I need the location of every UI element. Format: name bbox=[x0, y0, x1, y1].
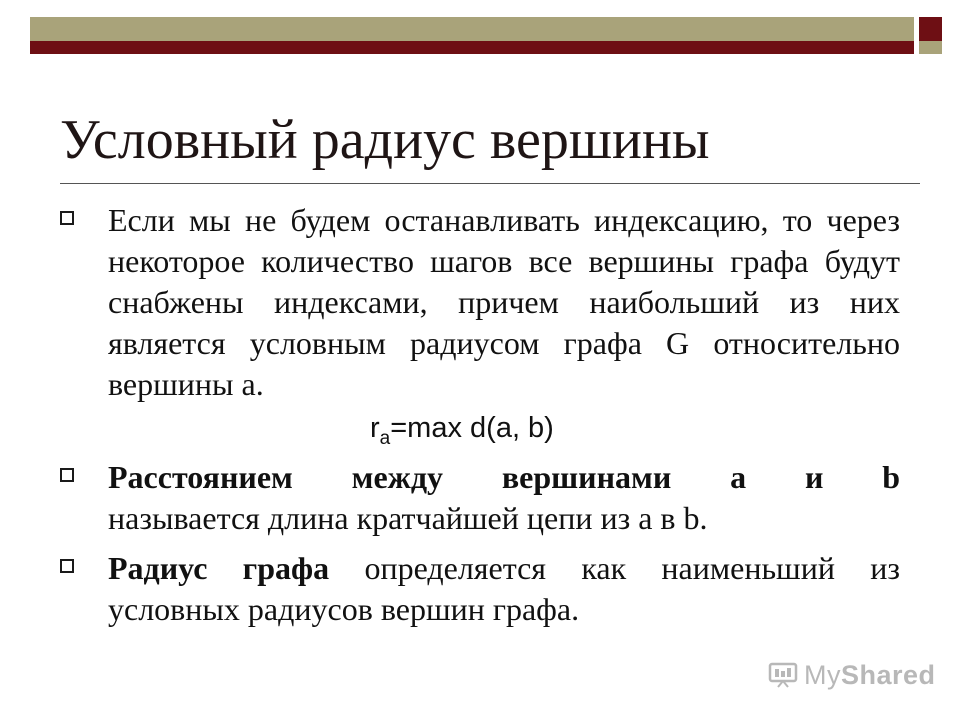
watermark-logo bbox=[768, 658, 936, 692]
formula-subscript: a bbox=[379, 427, 391, 449]
bullet-text-3-rest: определяется как наименьший из условных радиусов вершин графа. bbox=[108, 550, 901, 627]
bullet-item-2 bbox=[60, 457, 900, 539]
formula-expression: =max d(a, b) bbox=[390, 412, 554, 444]
presentation-board-icon bbox=[768, 662, 798, 688]
title-divider bbox=[60, 183, 920, 184]
square-bullet-icon bbox=[60, 468, 74, 482]
formula-r: r bbox=[370, 412, 380, 444]
bullet-text-2-rest: называется длина кратчайшей цепи из a в b. bbox=[108, 500, 708, 536]
bullet-text-3 bbox=[108, 548, 900, 630]
watermark-text bbox=[804, 660, 936, 691]
bullet-text-2-bold: Расстоянием между вершинами a и b bbox=[108, 459, 900, 495]
watermark-text-my: My bbox=[804, 659, 841, 690]
top-decor-stripe bbox=[30, 41, 914, 54]
bullet-text-3-bold: Радиус графа bbox=[108, 550, 330, 586]
top-decor-band bbox=[30, 17, 914, 41]
bullet-item-3 bbox=[60, 548, 900, 630]
corner-decor-bottom bbox=[919, 41, 942, 54]
square-bullet-icon bbox=[60, 211, 74, 225]
square-bullet-icon bbox=[60, 559, 74, 573]
bullet-text-1: Если мы не будем останавливать индексацию, то через некоторое количество шагов все вершины графа будут снабжены индексами, причем наибольший из них является условным радиусом графа G относительно вершины а. bbox=[108, 202, 900, 402]
formula bbox=[370, 408, 554, 459]
bullet-item-1 bbox=[60, 200, 900, 405]
watermark-text-shared: Shared bbox=[841, 659, 936, 690]
slide-title: Условный радиус вершины bbox=[60, 109, 710, 171]
corner-decor-top bbox=[919, 17, 942, 41]
